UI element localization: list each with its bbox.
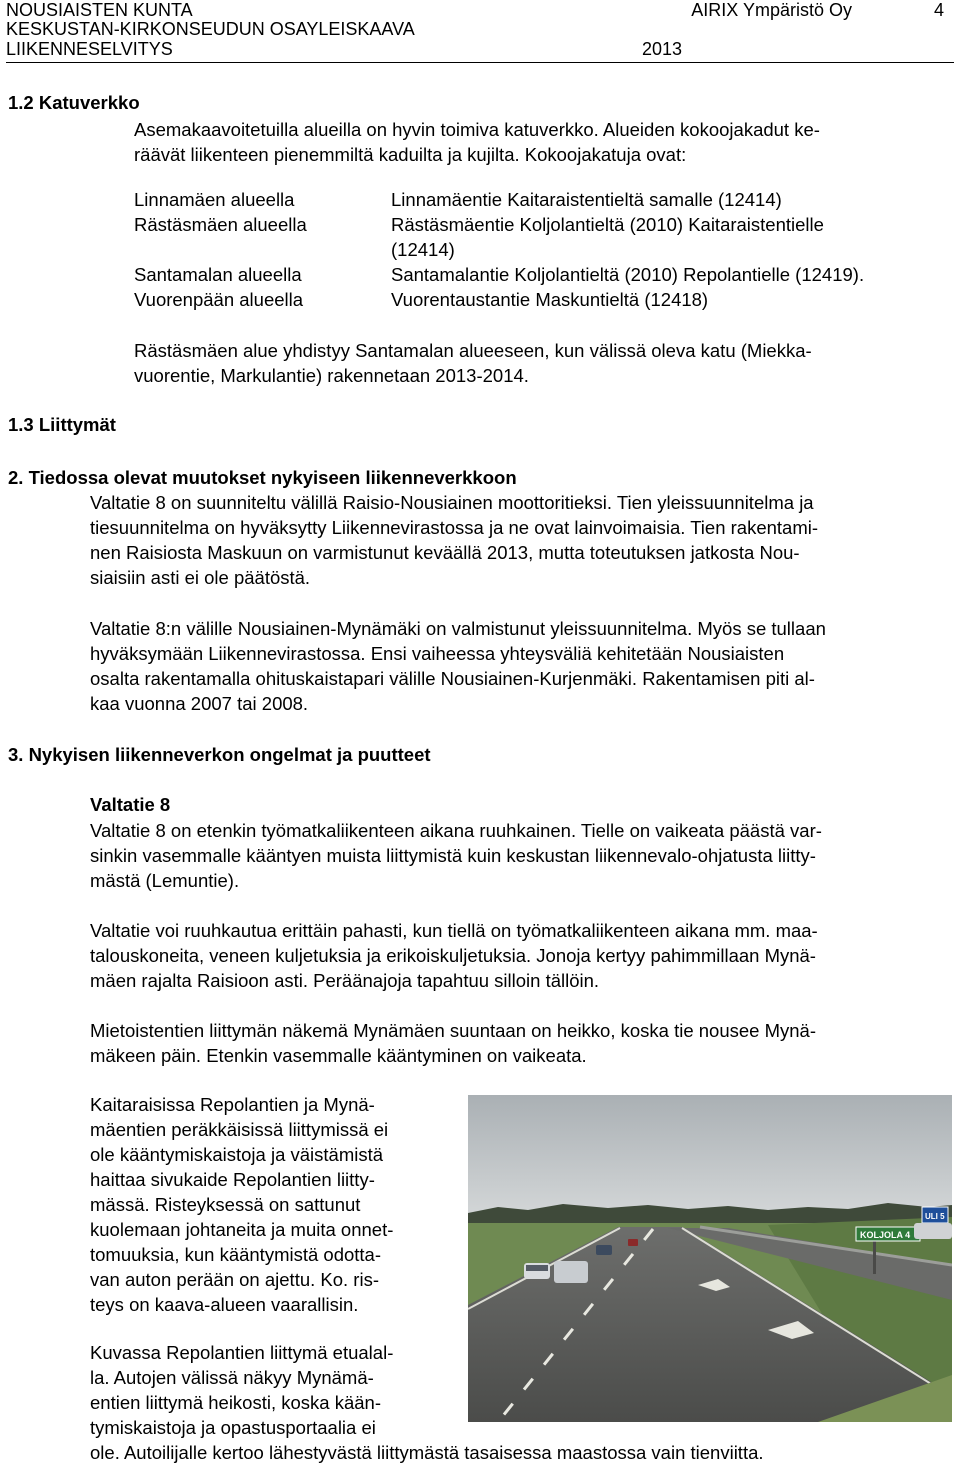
- sec2-p2-line: Valtatie 8:n välille Nousiainen-Mynämäki on valmistunut yleissuunnitelma. Myös se tullaan: [90, 618, 826, 639]
- photo-caption-line: ole. Autoilijalle kertoo lähestyvästä liittymästä tasaisessa maastossa vain tienviitta.: [90, 1442, 764, 1463]
- collector-area: Vuorenpään alueella: [134, 289, 304, 310]
- photo-caption-line: Kuvassa Repolantien liittymä etualal-: [90, 1342, 394, 1363]
- sec2-p1-line: nen Raisiosta Maskuun on varmistunut keväällä 2013, mutta toteutuksen jatkosta Nou-: [90, 542, 800, 563]
- sec3-p4-line: teys on kaava-alueen vaarallisin.: [90, 1294, 359, 1315]
- sec12-note-line: vuorentie, Markulantie) rakennetaan 2013-2014.: [134, 365, 529, 386]
- collector-street: Linnamäentie Kaitaraistentieltä samalle (12414): [391, 189, 782, 210]
- sec2-p1-line: siaisiin asti ei ole päätöstä.: [90, 567, 311, 588]
- sec3-p4-line: mäentien peräkkäisissä liittymissä ei: [90, 1119, 389, 1140]
- sec3-p1-line: sinkin vasemmalle kääntyen muista liittymistä kuin keskustan liikennevalo-ohjatusta liitty-: [90, 845, 816, 866]
- sec2-p2-line: osalta rakentamalla ohituskaistapari välille Nousiainen-Kurjenmäki. Rakentamisen piti al-: [90, 668, 815, 689]
- sec3-p3-line: Mietoistentien liittymän näkemä Mynämäen suuntaan on heikko, koska tie nousee Mynä-: [90, 1020, 816, 1041]
- collector-street: Rästäsmäentie Koljolantieltä (2010) Kaitaraistentielle: [391, 214, 824, 235]
- caravan: [554, 1261, 588, 1283]
- header-year: 2013: [641, 39, 682, 59]
- junction-photo: [468, 1095, 952, 1422]
- sec3-p1-line: Valtatie 8 on etenkin työmatkaliikenteen aikana ruuhkainen. Tielle on vaikeata päästä var-: [90, 820, 822, 841]
- collector-area: Linnamäen alueella: [134, 189, 295, 210]
- section-heading-1-2: 1.2 Katuverkko: [8, 92, 140, 113]
- sub-heading-valtatie-8: Valtatie 8: [90, 794, 171, 815]
- header-company: AIRIX Ympäristö Oy: [691, 0, 852, 20]
- sec3-p4-line: kuolemaan johtaneita ja muita onnet-: [90, 1219, 394, 1240]
- car-distant: [628, 1239, 638, 1246]
- sec3-p4-line: haittaa sivukaide Repolantien liitty-: [90, 1169, 375, 1190]
- collector-area: Santamalan alueella: [134, 264, 302, 285]
- photo-caption-line: tymiskaistoja ja opastusportaalia ei: [90, 1417, 376, 1438]
- section-heading-3: 3. Nykyisen liikenneverkon ongelmat ja puutteet: [8, 744, 431, 765]
- page-number: 4: [933, 0, 944, 20]
- header-report-type: LIIKENNESELVITYS: [6, 39, 173, 59]
- sec12-intro-line: räävät liikenteen pienemmiltä kaduilta ja kujilta. Kokoojakatuja ovat:: [134, 144, 687, 165]
- photo-caption-line: la. Autojen välissä näkyy Mynämä-: [90, 1367, 374, 1388]
- sec2-p2-line: kaa vuonna 2007 tai 2008.: [90, 693, 309, 714]
- collector-street: Vuorentaustantie Maskuntieltä (12418): [391, 289, 709, 310]
- sec3-p4-line: tomuuksia, kun kääntymistä odotta-: [90, 1244, 382, 1265]
- collector-area: Rästäsmäen alueella: [134, 214, 307, 235]
- sec2-p1-line: tiesuunnitelma on hyväksytty Liikennevirastossa ja ne ovat lainvoimaisia. Tien rakentami-: [90, 517, 819, 538]
- sec3-p2-line: mäen rajalta Raisioon asti. Peräänajoja tapahtuu silloin tällöin.: [90, 970, 600, 991]
- sec3-p4-line: Kaitaraisissa Repolantien ja Mynä-: [90, 1094, 375, 1115]
- collector-street: (12414): [391, 239, 455, 260]
- sign-text: KOLJOLA 4: [860, 1230, 911, 1240]
- road-scene-illustration: [468, 1095, 952, 1422]
- collector-street: Santamalantie Koljolantieltä (2010) Repolantielle (12419).: [391, 264, 865, 285]
- sec3-p4-line: van auton perään on ajettu. Ko. ris-: [90, 1269, 379, 1290]
- sec12-note-line: Rästäsmäen alue yhdistyy Santamalan alueeseen, kun välissä oleva katu (Miekka-: [134, 340, 812, 361]
- car-window: [526, 1265, 548, 1271]
- photo-caption-line: entien liittymä heikosti, koska kään-: [90, 1392, 381, 1413]
- sec2-p2-line: hyväksymään Liikennevirastossa. Ensi vaiheessa yhteysväliä kehitetään Nousiaisten: [90, 643, 785, 664]
- car-parked: [914, 1223, 952, 1239]
- header-municipality: NOUSIAISTEN KUNTA: [6, 0, 193, 20]
- sec3-p4-line: ole kääntymiskaistoja ja väistämistä: [90, 1144, 384, 1165]
- sec12-intro-line: Asemakaavoitetuilla alueilla on hyvin toimiva katuverkko. Alueiden kokoojakadut ke-: [134, 119, 820, 140]
- section-heading-2: 2. Tiedossa olevat muutokset nykyiseen liikenneverkkoon: [8, 467, 517, 488]
- sign-post: [873, 1238, 876, 1274]
- sec3-p2-line: talouskoneita, veneen kuljetuksia ja erikoiskuljetuksia. Jonoja kertyy pahimmillaan Mynä-: [90, 945, 816, 966]
- car-distant: [596, 1245, 612, 1255]
- sec3-p3-line: mäkeen päin. Etenkin vasemmalle kääntyminen on vaikeata.: [90, 1045, 587, 1066]
- sign-text: ULI 5: [925, 1212, 945, 1221]
- section-heading-1-3: 1.3 Liittymät: [8, 414, 116, 435]
- header-plan-name: KESKUSTAN-KIRKONSEUDUN OSAYLEISKAAVA: [6, 19, 415, 39]
- sec2-p1-line: Valtatie 8 on suunniteltu välillä Raisio-Nousiainen moottoritieksi. Tien yleissuunnitelma ja: [90, 492, 814, 513]
- sec3-p2-line: Valtatie voi ruuhkautua erittäin pahasti, kun tiellä on työmatkaliikenteen aikana mm. maa-: [90, 920, 818, 941]
- sec3-p4-line: mässä. Risteyksessä on sattunut: [90, 1194, 361, 1215]
- sec3-p1-line: mästä (Lemuntie).: [90, 870, 240, 891]
- header-rule: [6, 62, 954, 63]
